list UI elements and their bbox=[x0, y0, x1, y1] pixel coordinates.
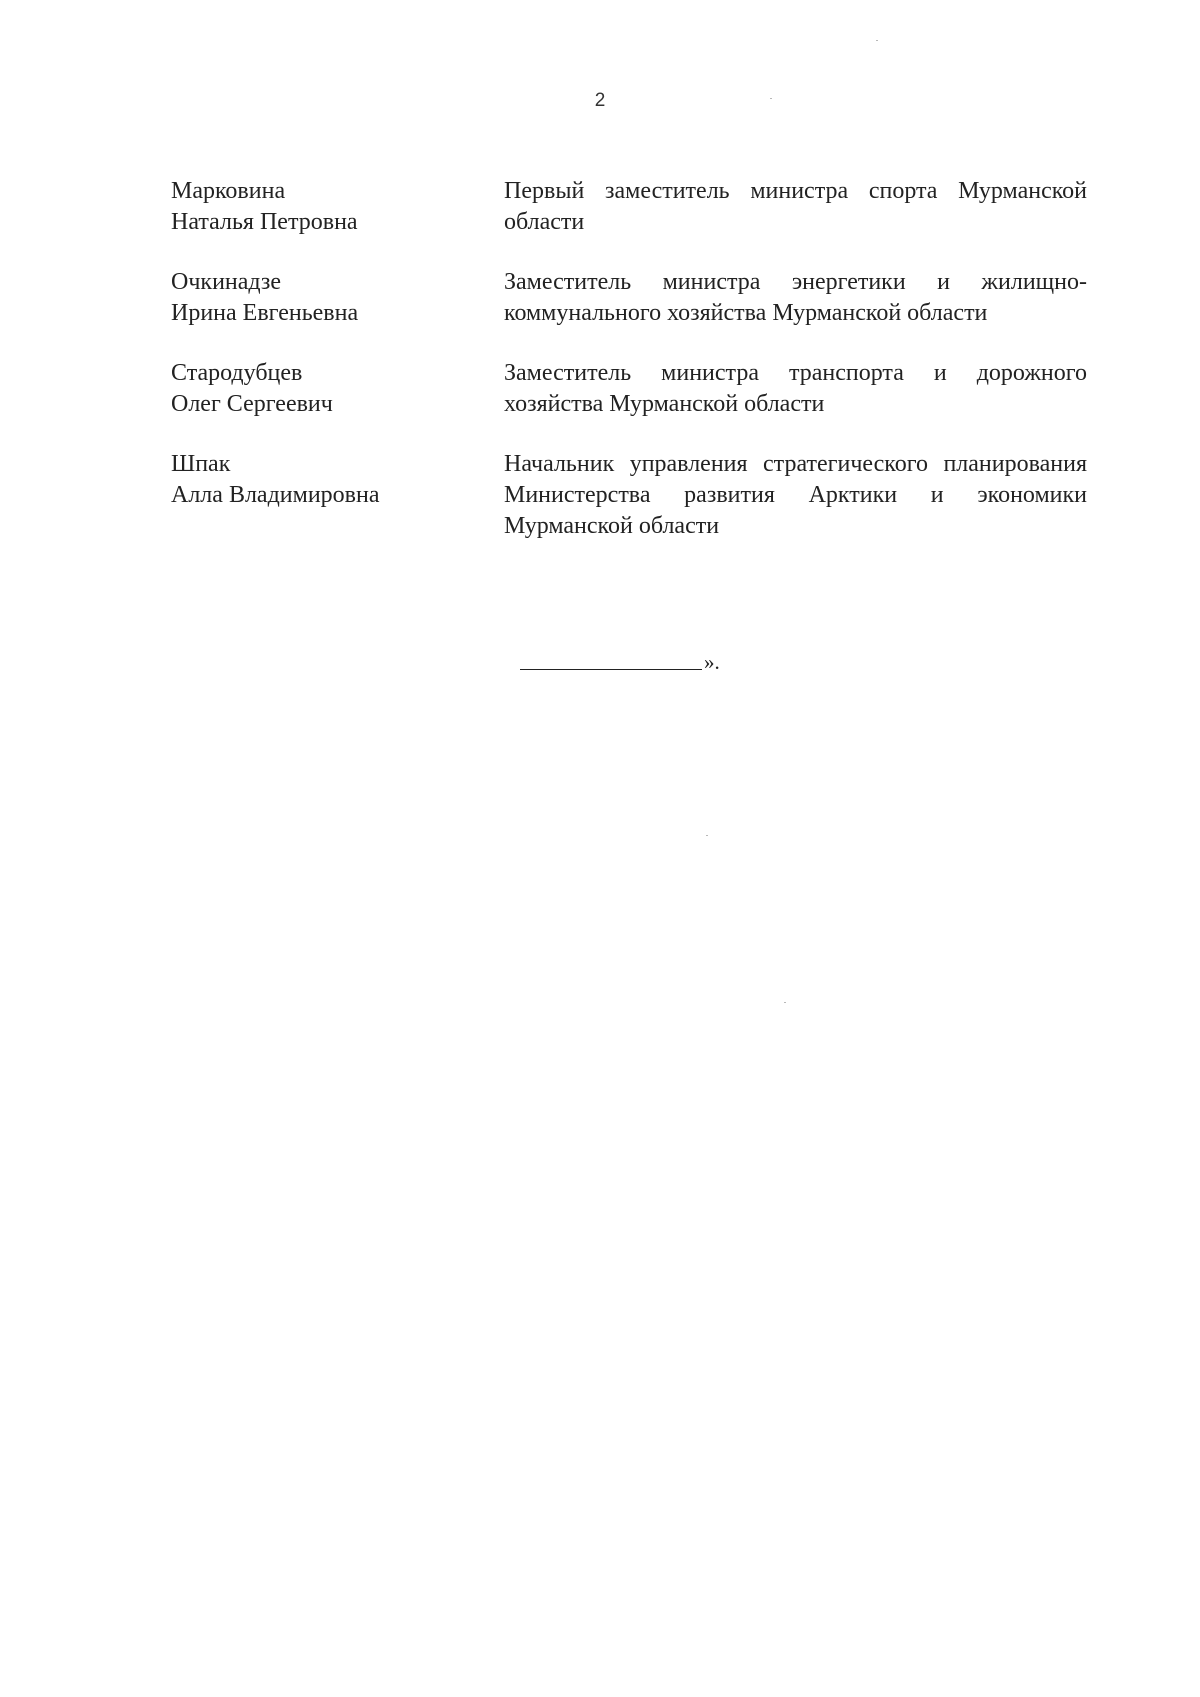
person-position: Первый заместитель министра спорта Мурманской области bbox=[504, 178, 1087, 235]
scan-speck bbox=[784, 1002, 786, 1003]
person-given-names: Ирина Евгеньевна bbox=[171, 300, 359, 326]
person-name bbox=[171, 267, 504, 329]
list-item bbox=[171, 267, 1091, 329]
list-item bbox=[171, 449, 1091, 542]
person-surname: Шпак bbox=[171, 451, 231, 477]
person-name bbox=[171, 358, 504, 420]
person-surname: Марковина bbox=[171, 178, 286, 204]
closing-quote-mark: ». bbox=[704, 650, 720, 674]
scan-speck bbox=[706, 835, 708, 836]
closing-line bbox=[520, 650, 720, 675]
page-number: 2 bbox=[594, 90, 606, 111]
person-surname: Очкинадзе bbox=[171, 269, 282, 295]
list-item bbox=[171, 176, 1091, 238]
person-position: Начальник управления стратегического планирования Министерства развития Арктики и экономики Мурманской области bbox=[504, 451, 1087, 539]
person-name bbox=[171, 449, 504, 542]
closing-rule bbox=[520, 668, 702, 670]
person-position: Заместитель министра энергетики и жилищно-коммунального хозяйства Мурманской области bbox=[504, 269, 1087, 326]
list-item bbox=[171, 358, 1091, 420]
person-name bbox=[171, 176, 504, 238]
person-surname: Стародубцев bbox=[171, 360, 303, 386]
scan-speck bbox=[876, 40, 878, 41]
person-given-names: Олег Сергеевич bbox=[171, 391, 333, 417]
person-position: Заместитель министра транспорта и дорожного хозяйства Мурманской области bbox=[504, 360, 1087, 417]
person-given-names: Наталья Петровна bbox=[171, 209, 358, 235]
scan-speck bbox=[770, 98, 772, 99]
officials-list bbox=[171, 176, 1091, 571]
person-given-names: Алла Владимировна bbox=[171, 482, 380, 508]
